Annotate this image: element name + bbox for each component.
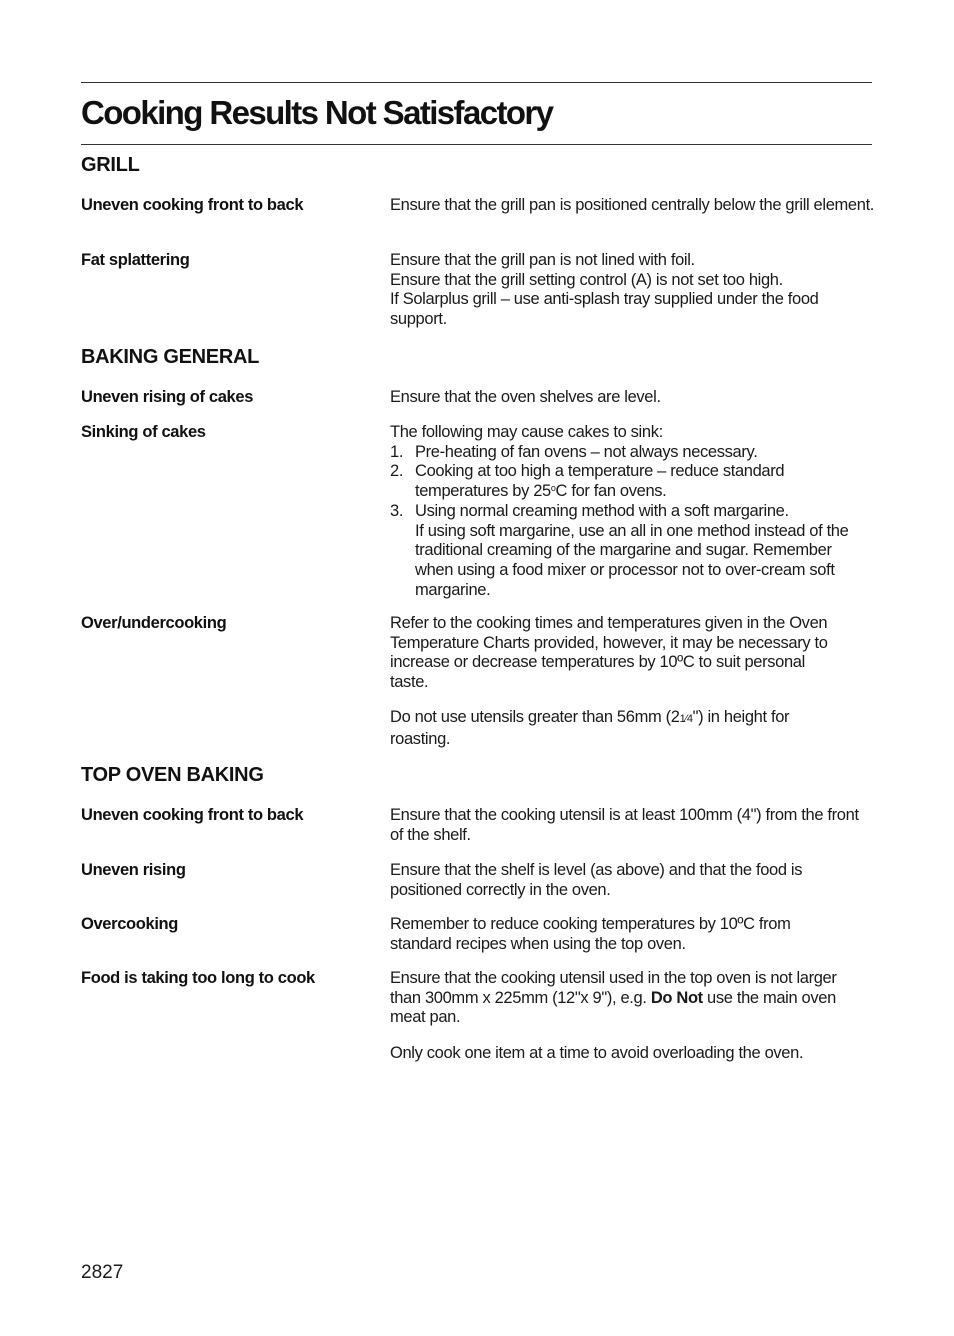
problem-label: Uneven rising of cakes — [81, 388, 254, 406]
problem-label: Over/undercooking — [81, 614, 227, 632]
solution-text — [390, 806, 875, 845]
list-item-text: Pre-heating of fan ovens – not always necessary. — [415, 442, 758, 461]
section-heading-grill: GRILL — [81, 154, 140, 176]
solution-paragraph: Only cook one item at a time to avoid overloading the oven. — [390, 1044, 804, 1062]
problem-label: Uneven rising — [81, 861, 186, 879]
degree-symbol: o — [550, 483, 556, 494]
solution-paragraph: Refer to the cooking times and temperatures given in the Oven Temperature Charts provided, however, it may be necessary to increase or decrease temperatures by 10ºC to suit personal taste. — [390, 614, 828, 692]
solution-text — [390, 196, 875, 216]
fraction: 1⁄4 — [679, 713, 693, 725]
solution-text — [390, 388, 875, 408]
page-number: 2827 — [81, 1262, 124, 1283]
section-heading-baking-general: BAKING GENERAL — [81, 346, 260, 368]
solution-text-part: ") in height for roasting. — [390, 708, 790, 748]
solution-paragraph: Remember to reduce cooking temperatures by 10ºC from standard recipes when using the top oven. — [390, 915, 791, 953]
problem-label: Food is taking too long to cook — [81, 969, 315, 987]
solution-paragraph: Ensure that the shelf is level (as above) and that the food is positioned correctly in the oven. — [390, 861, 803, 899]
solution-text — [390, 251, 830, 330]
solution-text — [390, 423, 875, 600]
list-item-text: If using soft margarine, use an all in one method instead of the traditional creaming of the margarine and sugar. Remember when using a food mixer or processor not to over-cream soft margarine. — [415, 521, 849, 599]
solution-text — [390, 969, 860, 1028]
solution-line: If Solarplus grill – use anti-splash tray supplied under the food support. — [390, 290, 819, 329]
list-item — [390, 462, 835, 501]
list-item — [390, 502, 875, 601]
solution-text — [390, 861, 850, 900]
solution-paragraph — [390, 708, 850, 749]
problem-label: Fat splattering — [81, 251, 190, 269]
problem-label: Uneven cooking front to back — [81, 196, 304, 214]
cause-list — [390, 443, 875, 601]
list-item-text: Using normal creaming method with a soft margarine. — [415, 501, 789, 520]
problem-label: Sinking of cakes — [81, 423, 206, 441]
solution-intro: The following may cause cakes to sink: — [390, 423, 663, 441]
section-heading-top-oven-baking: TOP OVEN BAKING — [81, 764, 264, 786]
emphasis-text: Do Not — [650, 988, 703, 1007]
solution-paragraph: Ensure that the oven shelves are level. — [390, 388, 661, 406]
problem-label: Uneven cooking front to back — [81, 806, 304, 824]
solution-text-part: use the main oven meat pan. — [390, 988, 836, 1027]
list-item — [390, 443, 875, 463]
problem-label: Overcooking — [81, 915, 179, 933]
list-item-text: Cooking at too high a temperature – reduce standard temperatures by 25 — [415, 462, 785, 501]
solution-text — [390, 708, 850, 749]
solution-text-part: Ensure that the cooking utensil used in the top oven is not larger than 300mm x 225mm (12"x 9"), e.g. — [390, 969, 837, 1007]
title-rule — [81, 144, 872, 145]
solution-paragraph — [390, 969, 860, 1028]
list-item-text: C for fan ovens. — [555, 482, 667, 501]
solution-line: Ensure that the grill pan is not lined with foil. — [390, 251, 695, 269]
list-number: 1. — [390, 442, 404, 461]
solution-text — [390, 1044, 875, 1064]
list-number: 2. — [390, 462, 404, 481]
solution-text — [390, 915, 850, 954]
solution-text — [390, 614, 835, 693]
list-number: 3. — [390, 501, 404, 520]
top-rule — [81, 82, 872, 83]
solution-paragraph: Ensure that the cooking utensil is at least 100mm (4") from the front of the shelf. — [390, 806, 859, 844]
solution-paragraph: Ensure that the grill pan is positioned centrally below the grill element. — [390, 196, 875, 214]
solution-line: Ensure that the grill setting control (A) is not set too high. — [390, 270, 783, 289]
solution-text-part: Do not use utensils greater than 56mm (2 — [390, 708, 680, 726]
page-title: Cooking Results Not Satisfactory — [81, 94, 553, 131]
